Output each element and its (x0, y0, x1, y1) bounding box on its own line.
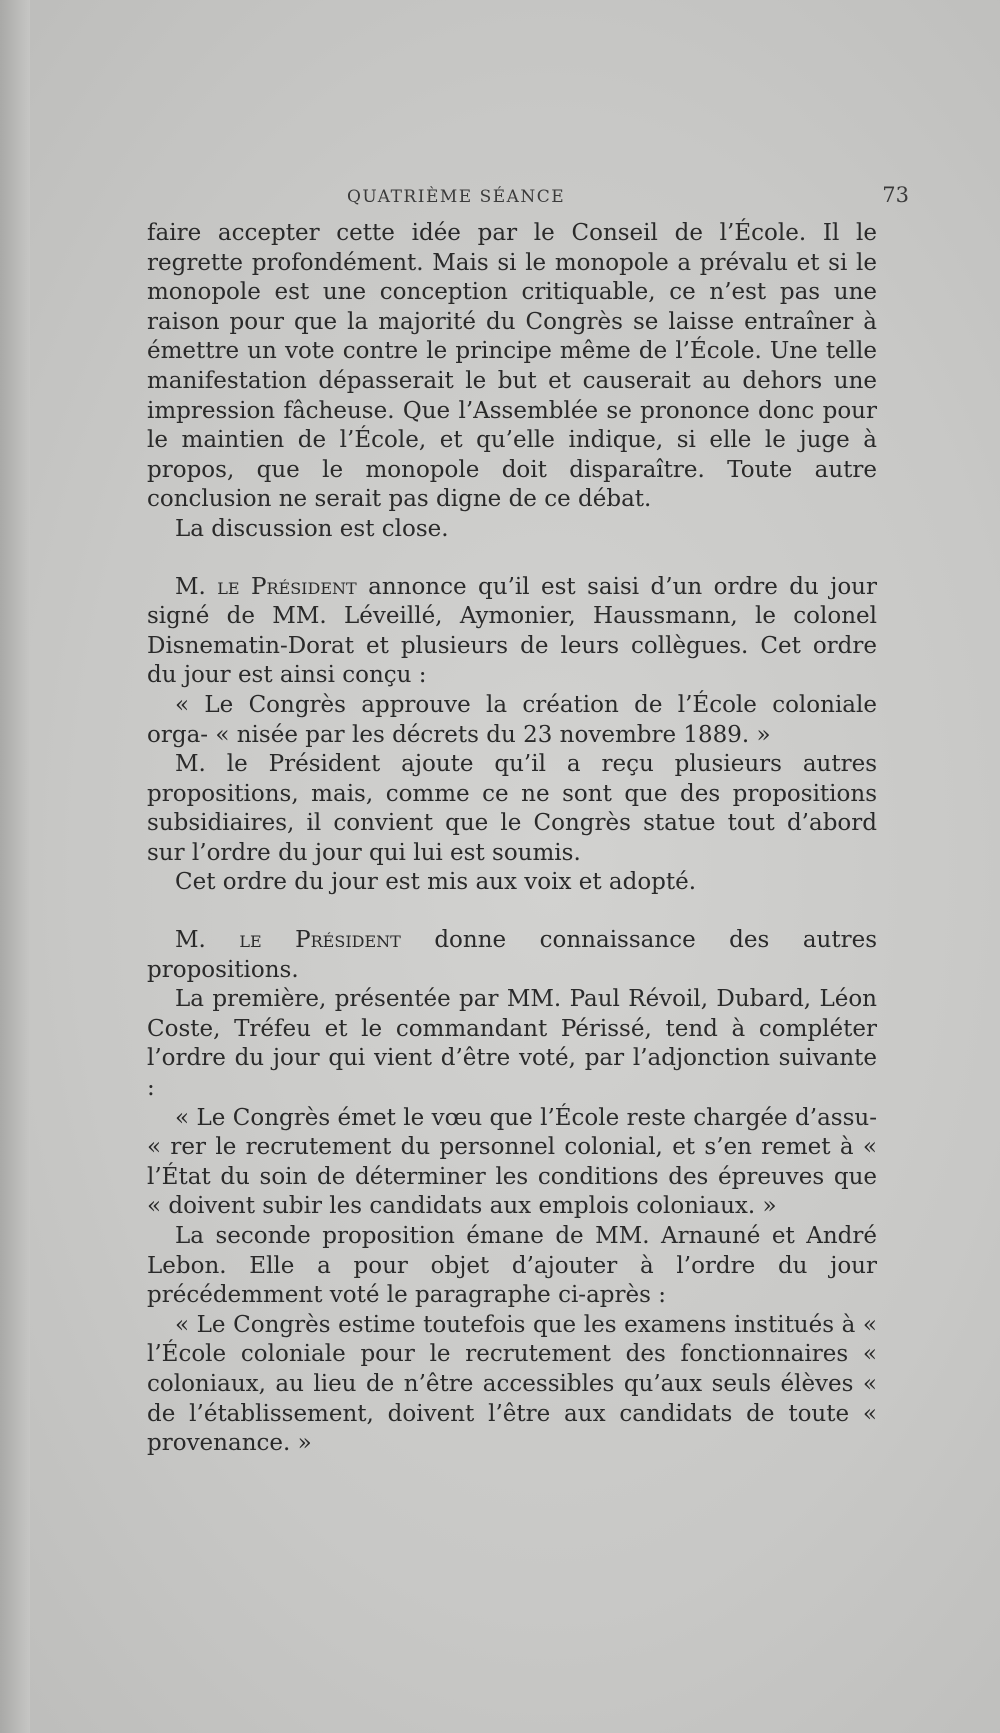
paragraph-5: M. le Président ajoute qu’il a reçu plusieurs autres propositions, mais, comme ce ne sont que des propositions subsidiaires, il convient que le Congrès statue tout d’abord sur l’ordre du jour qui lui est soumis. (147, 751, 877, 866)
paragraph-2: La discussion est close. (175, 515, 449, 542)
paragraph-7-text: donne connaissance des autres propositions. (147, 927, 877, 983)
paragraph-3-text: annonce qu’il est saisi d’un ordre du jour signé de MM. Léveillé, Aymonier, Haussmann, le colonel Disnematin-Dorat et plusieurs de leurs collègues. Cet ordre du jour est ainsi conçu : (147, 573, 877, 689)
speaker-label: M. le Président (175, 927, 401, 954)
quoted-resolution-1: « Le Congrès approuve la création de l’École coloniale orga- « nisée par les décrets du 23 novembre 1889. » (147, 691, 877, 748)
speaker-label: M. le Président (175, 573, 357, 600)
paragraph-3 (147, 573, 877, 691)
page-gutter (0, 0, 30, 1733)
paragraph-10: La seconde proposition émane de MM. Arnauné et André Lebon. Elle a pour objet d’ajouter à l’ordre du jour précédemment voté le paragraphe ci-après : (147, 1223, 877, 1309)
paragraph-8: La première, présentée par MM. Paul Révoil, Dubard, Léon Coste, Tréfeu et le commandant Périssé, tend à compléter l’ordre du jour qui vient d’être voté, par l’adjonction suivante : (147, 986, 877, 1102)
running-title: QUATRIÈME SÉANCE (347, 187, 566, 207)
page-number: 73 (882, 183, 909, 207)
page-header (147, 183, 909, 213)
paragraph-7 (147, 926, 877, 985)
quoted-resolution-2: « Le Congrès émet le vœu que l’École reste chargée d’assu- « rer le recrutement du personnel colonial, et s’en remet à « l’État du soin de déterminer les conditions des épreuves que « doivent subir les candidats aux emplois coloniaux. » (147, 1104, 877, 1220)
paragraph-6: Cet ordre du jour est mis aux voix et adopté. (175, 869, 697, 896)
paragraph-1: faire accepter cette idée par le Conseil de l’École. Il le regrette profondément. Mais si le monopole a prévalu et si le monopole est une conception critiquable, ce n’est pas une raison pour que la majorité du Congrès se laisse entraîner à émettre un vote contre le principe même de l’École. Une telle manifestation dépasserait le but et causerait au dehors une impression fâcheuse. Que l’Assemblée se prononce donc pour le maintien de l’École, et qu’elle indique, si elle le juge à propos, que le monopole doit disparaître. Toute autre conclusion ne serait pas digne de ce débat. (147, 220, 877, 513)
quoted-resolution-3: « Le Congrès estime toutefois que les examens institués à « l’École coloniale pour le recrutement des fonctionnaires « coloniaux, au lieu de n’être accessibles qu’aux seuls élèves « de l’établissement, doivent l’être aux candidats de toute « provenance. » (147, 1311, 877, 1457)
body-text (147, 219, 877, 1459)
